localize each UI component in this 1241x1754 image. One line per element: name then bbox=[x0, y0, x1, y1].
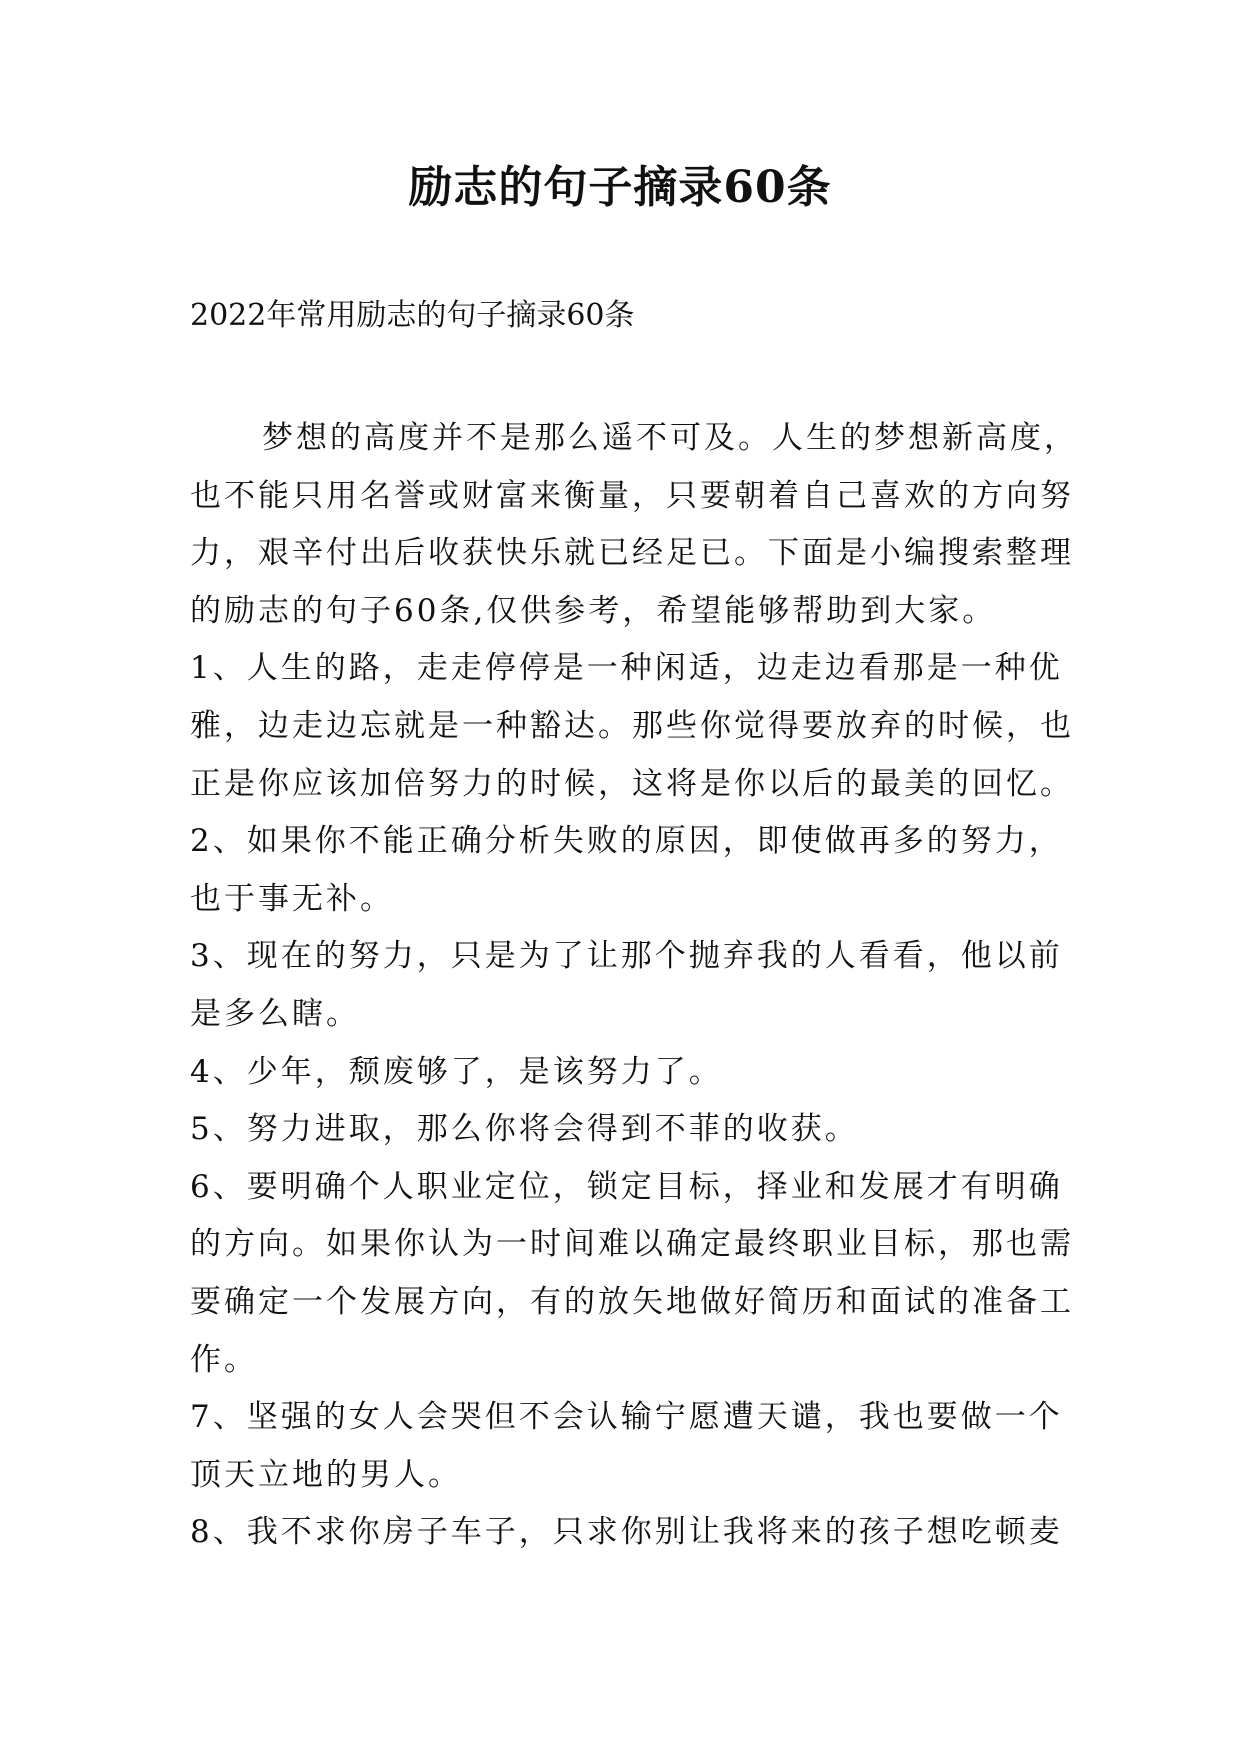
text-line: 的励志的句子60条,仅供参考，希望能够帮助到大家。 bbox=[190, 592, 997, 629]
text-line: 7、坚强的女人会哭但不会认输宁愿遭天谴，我也要做一个 bbox=[190, 1399, 1063, 1436]
text-line: 梦想的高度并不是那么遥不可及。人生的梦想新高度， bbox=[262, 420, 1078, 456]
text-line: 力，艰辛付出后收获快乐就已经足已。下面是小编搜索整理 bbox=[190, 535, 1074, 572]
text-line: 也于事无补。 bbox=[190, 880, 394, 917]
text-line: 正是你应该加倍努力的时候，这将是你以后的最美的回忆。 bbox=[190, 765, 1074, 802]
text-line: 雅，边走边忘就是一种豁达。那些你觉得要放弃的时候，也 bbox=[190, 707, 1074, 744]
text-line: 要确定一个发展方向，有的放矢地做好简历和面试的准备工 bbox=[190, 1283, 1074, 1320]
document-body bbox=[190, 410, 1078, 1562]
text-line: 是多么瞎。 bbox=[190, 995, 360, 1032]
text-line: 2、如果你不能正确分析失败的原因，即使做再多的努力， bbox=[190, 823, 1063, 860]
text-line: 5、努力进取，那么你将会得到不菲的收获。 bbox=[190, 1111, 859, 1148]
document-subtitle: 2022年常用励志的句子摘录60条 bbox=[190, 298, 635, 333]
document-title: 励志的句子摘录60条 bbox=[408, 162, 832, 213]
text-line: 3、现在的努力，只是为了让那个抛弃我的人看看，他以前 bbox=[190, 938, 1063, 975]
text-line: 4、少年，颓废够了，是该努力了。 bbox=[190, 1053, 723, 1090]
text-line: 的方向。如果你认为一时间难以确定最终职业目标，那也需 bbox=[190, 1226, 1074, 1263]
text-line: 作。 bbox=[190, 1341, 258, 1378]
text-line: 1、人生的路，走走停停是一种闲适，边走边看那是一种优 bbox=[190, 650, 1063, 687]
text-line: 6、要明确个人职业定位，锁定目标，择业和发展才有明确 bbox=[190, 1168, 1063, 1205]
text-line: 也不能只用名誉或财富来衡量，只要朝着自己喜欢的方向努 bbox=[190, 477, 1074, 514]
text-line: 8、我不求你房子车子，只求你别让我将来的孩子想吃顿麦 bbox=[190, 1514, 1063, 1551]
text-line: 顶天立地的男人。 bbox=[190, 1456, 462, 1493]
